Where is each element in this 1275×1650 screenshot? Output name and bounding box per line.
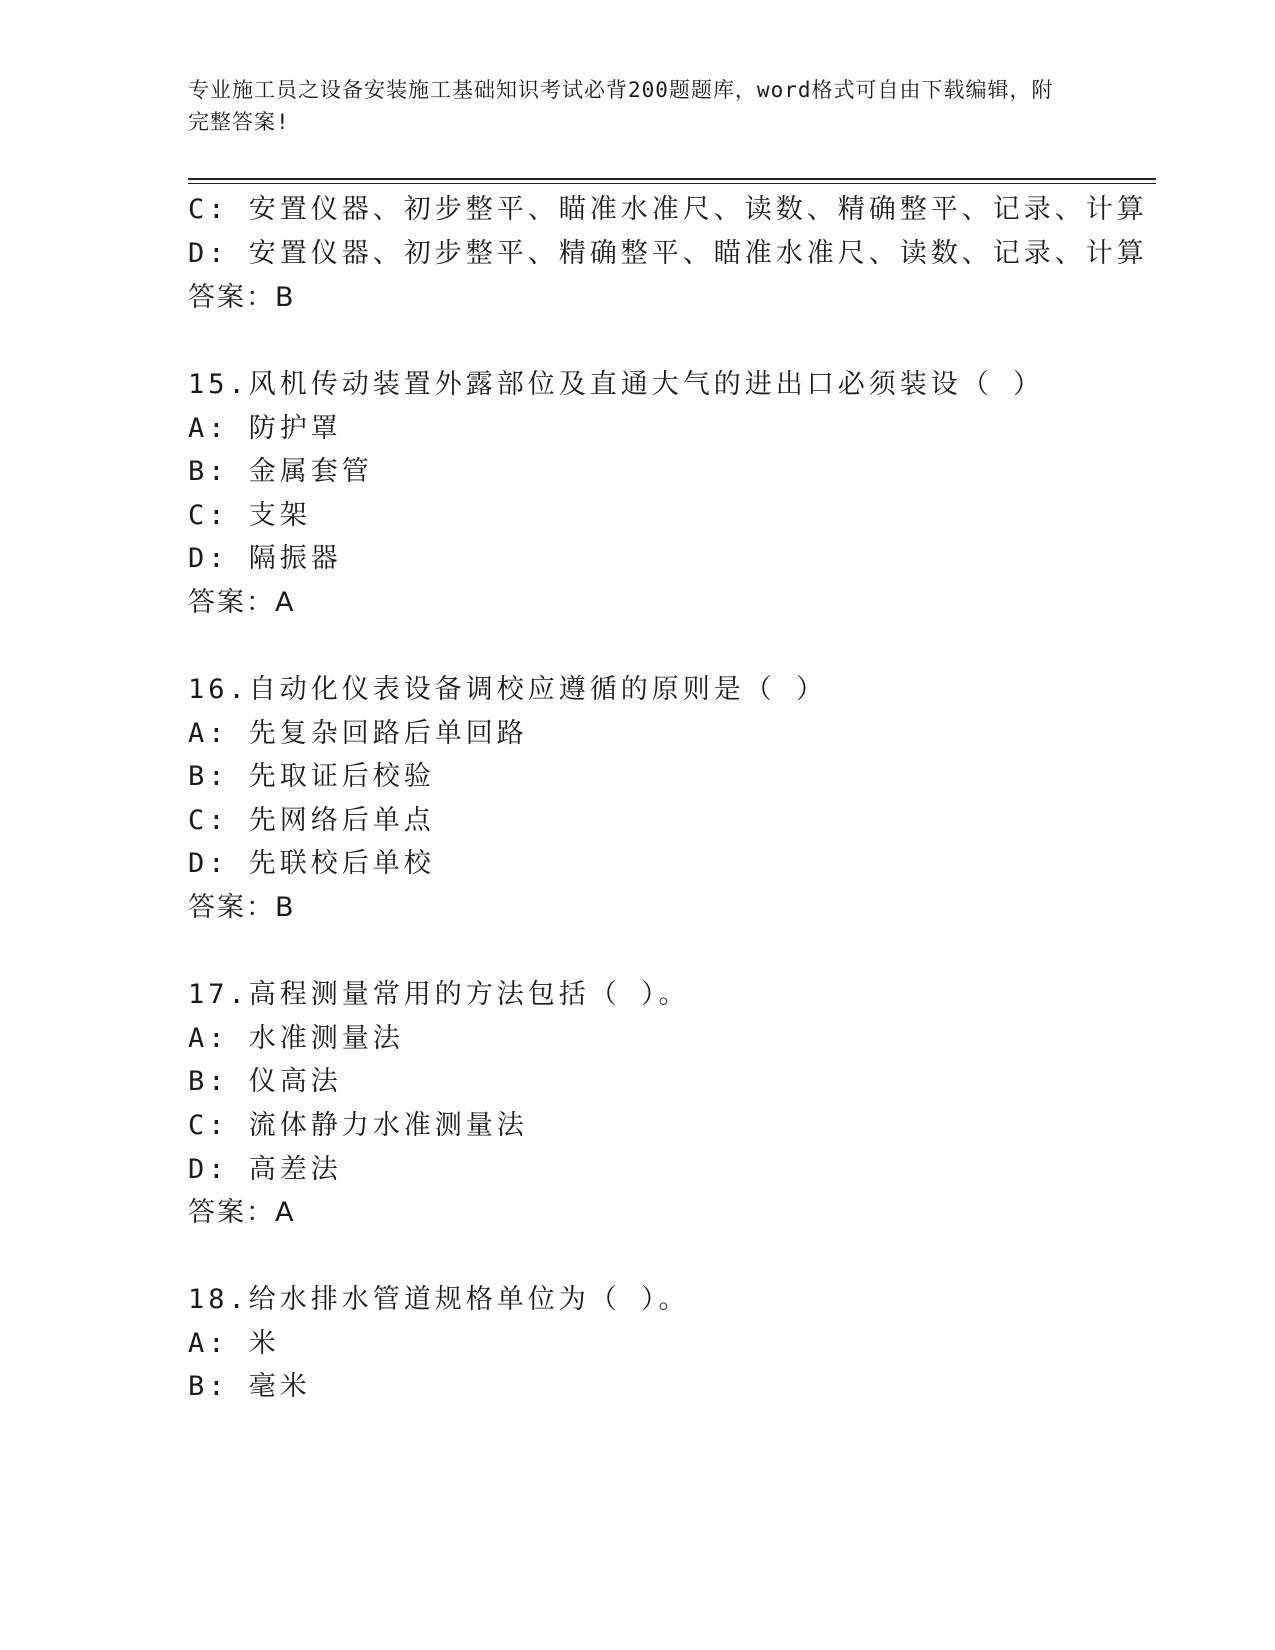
option-line: C: 支架	[188, 500, 311, 531]
option-line: B: 毫米	[188, 1371, 311, 1402]
answer-line: 答案：B	[188, 892, 296, 923]
option-line: B: 仪高法	[188, 1066, 342, 1097]
option-line: C: 先网络后单点	[188, 805, 435, 836]
option-line: B: 金属套管	[188, 456, 373, 487]
option-line: A: 水准测量法	[188, 1023, 404, 1054]
question-line: 17.高程测量常用的方法包括（ ）。	[188, 979, 690, 1010]
question-line: 18.给水排水管道规格单位为（ ）。	[188, 1284, 690, 1315]
option-line: C: 流体静力水准测量法	[188, 1110, 528, 1141]
option-line: D: 安置仪器、初步整平、精确整平、瞄准水准尺、读数、记录、计算	[188, 238, 1148, 269]
header-divider-thick	[188, 178, 1156, 180]
option-line: C: 安置仪器、初步整平、瞄准水准尺、读数、精确整平、记录、计算	[188, 194, 1148, 225]
option-line: A: 防护罩	[188, 413, 342, 444]
option-line: D: 高差法	[188, 1154, 342, 1185]
answer-line: 答案：A	[188, 1197, 296, 1228]
option-line: D: 隔振器	[188, 543, 342, 574]
question-line: 15.风机传动装置外露部位及直通大气的进出口必须装设（ ）	[188, 369, 1045, 400]
option-line: A: 先复杂回路后单回路	[188, 718, 528, 749]
question-line: 16.自动化仪表设备调校应遵循的原则是（ ）	[188, 674, 828, 705]
answer-line: 答案：A	[188, 587, 296, 618]
option-line: D: 先联校后单校	[188, 848, 435, 879]
answer-line: 答案：B	[188, 282, 296, 313]
option-line: A: 米	[188, 1328, 280, 1359]
option-line: B: 先取证后校验	[188, 761, 435, 792]
document-header: 专业施工员之设备安装施工基础知识考试必背200题题库，word格式可自由下载编辑，附完整答案!	[188, 78, 1054, 134]
header-divider-thin	[188, 183, 1156, 184]
